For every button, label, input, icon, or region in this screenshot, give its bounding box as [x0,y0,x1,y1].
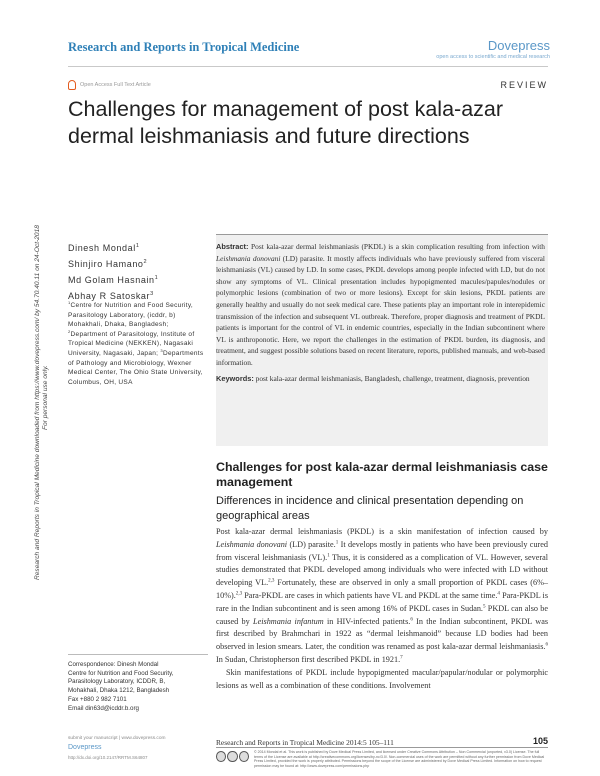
footer-divider [216,747,548,748]
author-list [68,240,158,304]
license-text: © 2014 Mondal et al. This work is published by Dove Medical Press Limited, and licensed under Creative Commons Attribution – Non Commercial (unported, v3.0) License. The full terms of the License are available at http://creativecommons.org/licenses/by-nc/3.0/. Non-commercial uses of the work are permitted without any further permission from Dove Medical Press Limited, provided the work is properly attributed. Permissions beyond the scope of the License are administered by Dove Medical Press Limited. Information on how to request permission may be found at: http://www.dovepress.com/permissions.php [254,750,545,768]
open-access-icon [68,80,76,90]
paragraph: Post kala-azar dermal leishmaniasis (PKDL) is a skin manifestation of infection caused by Leishmania donovani (LD) parasite.$^1$ It develops mostly in patients who have been previously cured from visceral leishmaniasis (VL).$^1$ Thus, it is considered as a complication of VL. However, several studies demonstrated that PKDL developed among individuals who were infected with LD without developing VL.$^{2,3}$ Fortunately, these are observed in only a small proportion of PKDL cases (6%–10%).$^{2,3}$ Para-PKDL are cases in which patients have VL and PKDL at the same time.$^4$ Para-PKDL is rare in the Indian subcontinent and is seen among 16% of PKDL cases in Sudan.$^5$ PKDL can also be caused by Leishmania infantum in HIV-infected patients.$^6$ In the Indian subcontinent, PKDL was first described by Brahmchari in 1922 as “dermal leishmanoid” because LD bodies had been observed in lesion smears. Later, the condition was renamed as post kala-azar dermal leishmaniasis.$^6$ In Sudan, Christopherson first described PKDL in 1921.$^7$ [216,527,549,664]
paragraph: Skin manifestations of PKDL include hypopigmented macular/papular/nodular or polymorphic lesions as well as a combination of these conditions. Involvement [216,667,548,690]
section-heading: Challenges for post kala-azar dermal leishmaniasis case management [216,460,548,489]
author: Shinjiro Hamano$^2$ [68,259,148,269]
journal-name: Research and Reports in Tropical Medicine [68,40,300,54]
subsection-heading: Differences in incidence and clinical presentation depending on geographical areas [216,495,524,522]
email-link[interactable]: Email din63d@icddr.b.org [68,704,139,712]
submit-link[interactable]: submit your manuscript | www.dovepress.com [68,736,166,741]
publisher-logo[interactable]: Dovepress [487,38,550,53]
download-note [30,110,52,670]
download-note-line: Research and Reports in Tropical Medicine downloaded from https://www.dovepress.com/ by 54.70.40.11 on 24-Oct-2018 [34,225,41,580]
page-number: 105 [532,736,548,746]
header-divider [68,66,548,67]
abstract-text: Abstract: Post kala-azar dermal leishmaniasis (PKDL) is a skin complication resulting from infection with Leishmania donovani (LD) parasite. It mostly affects individuals who have previously suffered from visceral leishmaniasis (VL) caused by LD. In some cases, PKDL develops among people infected with LD, but do not show any symptoms of VL. Clinical presentation includes hypopigmented macules/papules/nodules or polymorphic lesions (combination of two or more lesions). Except for skin lesions, PKDL patients are generally healthy and usually do not seek medical care. These patients play an important role in interepidemic transmission of the infection and subsequent VL outbreak. Therefore, proper diagnosis and treatment of PKDL patients is important for the control of VL in endemic countries, especially in the Indian subcontinent where VL is anthroponotic. Here, we report the challenges in the estimation of PKDL burden, its diagnosis, and treatment, and suggest possible solutions based on recent literature, reports, published manuals, and web-based information. [216,242,545,367]
correspondence: Correspondence: Dinesh Mondal Centre for Nutrition and Food Security, Parasitology Laboratory, ICDDR, B, Mohakhali, Dhaka 1212, Bangladesh Fax +880 2 982 7101 Email din63d@icddr.b.org [68,654,208,713]
footer-publisher-logo[interactable]: Dovepress [68,744,102,751]
abstract-box [216,234,548,446]
article-title: Challenges for management of post kala-azar dermal leishmaniasis and future directions [68,97,504,148]
cc-license-icon [216,751,250,763]
keywords: Keywords: post kala-azar dermal leishmaniasis, Bangladesh, challenge, treatment, diagnosis, prevention [216,373,530,383]
author: Dinesh Mondal$^1$ [68,243,140,253]
author: Md Golam Hasnain$^1$ [68,275,159,285]
personal-use-note: For personal use only. [42,365,49,430]
citation: Research and Reports in Tropical Medicine 2014:5 105–111 [216,738,394,747]
body-text [216,526,548,692]
author: Abhay R Satoskar$^3$ [68,291,154,301]
open-access-badge [68,80,151,90]
publisher-tagline: open access to scientific and medical research [436,54,550,60]
article-type: REVIEW [500,80,548,90]
open-access-label: Open Access Full Text Article [80,82,151,88]
doi-link[interactable]: http://dx.doi.org/10.2147/RRTM.S64807 [68,755,148,760]
affiliations: $^1$Centre for Nutrition and Food Security, Parasitology Laboratory, (icddr, b) Mohakhali, Dhaka, Bangladesh; $^2$Department of Parasitology, Institute of Tropical Medicine (NEKKEN), Nagasaki University, Nagasaki, Japan; $^3$Departments of Pathology and Microbiology, Wexner Medical Center, The Ohio State University, Columbus, OH, USA [68,299,204,386]
